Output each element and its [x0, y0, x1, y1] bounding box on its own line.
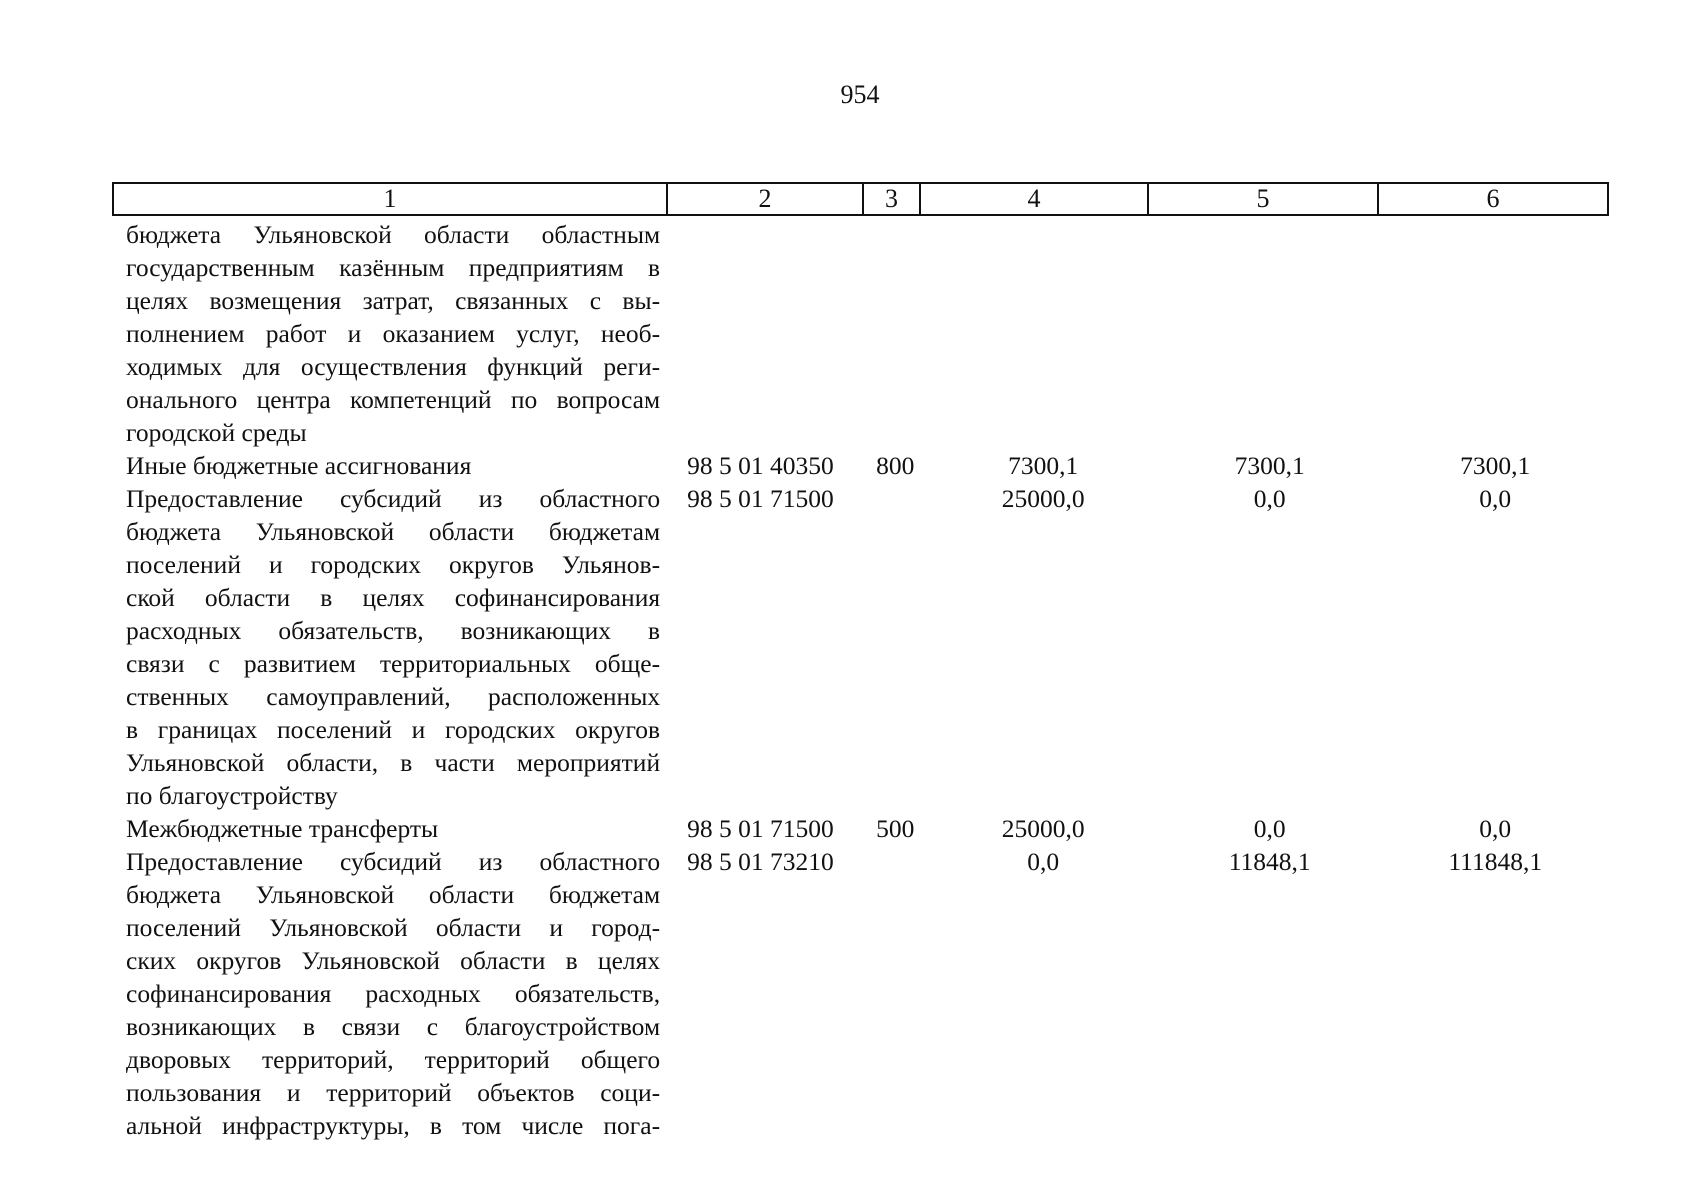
- row-type: [867, 845, 930, 1142]
- table-row: [112, 845, 1607, 1142]
- row-code: [660, 218, 867, 449]
- row-value-5: 0,0: [1253, 484, 1286, 513]
- table-body: [112, 218, 1607, 1142]
- column-header-6: 6: [1378, 183, 1608, 215]
- column-header-1: 1: [113, 183, 667, 215]
- page-number: 954: [840, 80, 880, 109]
- column-header-3: 3: [863, 183, 920, 215]
- row-value-6: 7300,1: [1460, 451, 1531, 480]
- column-header-2: 2: [667, 183, 863, 215]
- row-name: Предоставление субсидий из областного бюджета Ульяновской области бюджетам поселений Ульяновской области и город- ских округов Ульяновской области в целях софинансирования расходных обязательств, возникающих в связи с благоустройством дворовых территорий, территорий общего пользования и территорий объектов соци- альной инфраструктуры, в том числе пога-: [126, 847, 661, 1140]
- row-value-5: [1156, 218, 1383, 449]
- row-value-4: 0,0: [1027, 847, 1060, 876]
- column-header-4: 4: [920, 183, 1148, 215]
- row-type: [867, 218, 930, 449]
- table-row: [112, 812, 1607, 845]
- table-row: [112, 218, 1607, 449]
- row-name: бюджета Ульяновской области областным государственным казённым предприятиям в целях возмещения затрат, связанных с вы- полнением работ и оказанием услуг, необ- ходимых для осуществления функций реги- онального центра компетенций по вопросам городской среды: [126, 220, 661, 447]
- row-name: Иные бюджетные ассигнования: [126, 451, 472, 480]
- row-value-5: 0,0: [1253, 814, 1286, 843]
- row-value-6: 0,0: [1479, 814, 1512, 843]
- row-code: 98 5 01 71500: [687, 484, 834, 513]
- column-header-5: 5: [1148, 183, 1378, 215]
- row-value-4: 25000,0: [1001, 814, 1085, 843]
- row-type: 800: [876, 451, 915, 480]
- row-type: [867, 482, 930, 812]
- row-value-5: 11848,1: [1228, 847, 1311, 876]
- row-code: 98 5 01 71500: [687, 814, 834, 843]
- row-code: 98 5 01 40350: [687, 451, 834, 480]
- table-row: [112, 449, 1607, 482]
- row-type: 500: [876, 814, 915, 843]
- row-value-6: [1383, 218, 1607, 449]
- column-header-row: [112, 182, 1609, 216]
- table-row: [112, 482, 1607, 812]
- row-name: Предоставление субсидий из областного бюджета Ульяновской области бюджетам поселений и городских округов Ульянов- ской области в целях софинансирования расходных обязательств, возникающих в связи с развитием территориальных обще- ственных самоуправлений, расположенных в границах поселений и городских округов Ульяновской области, в части мероприятий по благоустройству: [126, 484, 661, 810]
- row-name: Межбюджетные трансферты: [126, 814, 439, 843]
- row-value-4: 7300,1: [1008, 451, 1079, 480]
- row-value-4: 25000,0: [1001, 484, 1085, 513]
- row-code: 98 5 01 73210: [687, 847, 834, 876]
- row-value-6: 0,0: [1479, 484, 1512, 513]
- row-value-6: 111848,1: [1448, 847, 1543, 876]
- row-value-4: [930, 218, 1156, 449]
- row-value-5: 7300,1: [1234, 451, 1305, 480]
